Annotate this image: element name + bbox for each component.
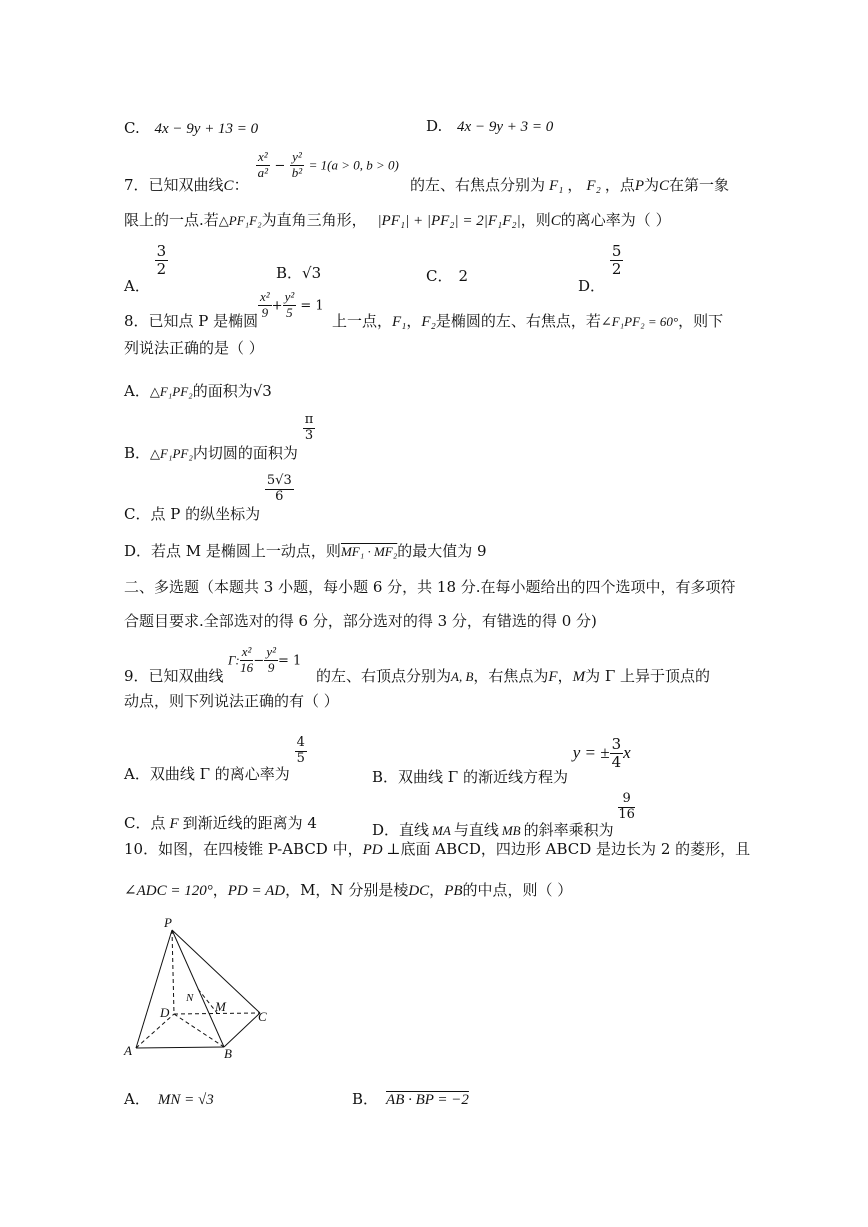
- q9-line1-rest: [316, 669, 710, 685]
- text: 到渐近线的距离为 4: [182, 814, 317, 832]
- q6-option-c: [124, 121, 258, 137]
- text: 的离心率为（ ）: [560, 211, 671, 229]
- q8-option-a: [124, 384, 272, 399]
- label-m: M: [215, 999, 226, 1014]
- label-c: C: [258, 1009, 267, 1024]
- fraction-y2-b2: $\frac{\text{y²}}{\text{b²}}$: [291, 149, 303, 180]
- condition: |PF₁| + |PF₂| = 2|F₁F₂|: [377, 213, 521, 229]
- label-a: A: [124, 1043, 132, 1058]
- question-number: 10．如图，在四棱锥 P-ABCD 中，: [124, 840, 363, 858]
- option-value: √3: [252, 382, 272, 400]
- vector-product: MF₁ · MF₂: [340, 544, 398, 559]
- option-d-fraction: $\frac{5}{2}$: [611, 242, 622, 279]
- q7-line1: [124, 178, 249, 194]
- text: 限上的一点.若: [124, 211, 219, 229]
- focus-f2: F₂: [421, 314, 436, 330]
- q9-line2: 动点，则下列说法正确的有（ ）: [124, 692, 339, 710]
- option-label: C．点 P 的纵坐标为: [124, 505, 261, 524]
- focus: F: [548, 669, 558, 685]
- hyperbola-condition: = 1(a > 0, b > 0): [308, 157, 399, 173]
- q8-option-d: [124, 544, 487, 559]
- q10-line1: [124, 842, 750, 858]
- q10-option-b: [352, 1092, 469, 1108]
- q9-option-b: B．双曲线 Γ 的渐近线方程为 y = ± $\frac{3}{4}$ x: [372, 735, 631, 786]
- text: ，右焦点为: [473, 667, 549, 685]
- q6-option-d: [426, 119, 553, 135]
- option-c-equation: 4x − 9y + 13 = 0: [154, 121, 259, 137]
- q9-line1: [124, 669, 224, 684]
- text: 内切圆的面积为: [192, 444, 298, 463]
- text: 的左、右焦点分别为: [410, 176, 546, 194]
- option-expression: AB · BP = −2: [386, 1092, 469, 1108]
- question-number: 9．已知双曲线: [124, 667, 224, 685]
- label-d: D: [160, 1005, 170, 1020]
- focus: F: [169, 816, 179, 832]
- text: 的面积为: [192, 382, 253, 400]
- text: 底面 ABCD，四边形 ABCD 是边长为 2 的菱形，且: [400, 840, 751, 858]
- option-a-fraction: $\frac{4}{5}$: [296, 735, 305, 766]
- q8-line1: [124, 314, 258, 329]
- perpendicular: PD ⊥: [362, 842, 401, 858]
- option-b-fraction: $\frac{\pi}{3}$: [304, 412, 314, 443]
- point-m: M: [572, 669, 586, 685]
- q7-option-b: [276, 266, 321, 281]
- option-value: √3: [302, 264, 322, 282]
- text: 为直角三角形，: [261, 211, 367, 229]
- option-label: A．双曲线 Γ 的离心率为: [124, 765, 290, 784]
- q9-option-d: D．直线 MA 与直线 MB 的斜率乘积为 $\frac{9}{16}$: [372, 791, 635, 840]
- q8-line1-rest: 上一点，F₁，F₂是椭圆的左、右焦点，若∠F₁PF₂ = 60°，则下: [332, 312, 724, 330]
- text: 的左、右顶点分别为: [316, 667, 452, 685]
- question-number: 8．已知点 P 是椭圆: [124, 312, 259, 330]
- option-label: B．: [276, 264, 303, 282]
- text: ，则: [520, 211, 551, 229]
- q7-line2: [124, 213, 671, 229]
- q10-line2: ∠ADC = 120°，PD = AD，M，N 分别是棱DC，PB的中点，则（ ）: [124, 881, 573, 899]
- point-p: P: [634, 178, 644, 194]
- option-b-fraction: $\frac{3}{4}$: [611, 735, 622, 772]
- triangle: △PF₁F₂: [218, 213, 262, 228]
- option-label: C．: [426, 267, 453, 285]
- focus-f1: F₁: [392, 314, 407, 330]
- text: 的最大值为 9: [397, 542, 487, 560]
- focus-f2: F₂: [586, 178, 601, 194]
- text: ，: [557, 667, 573, 685]
- edge-ab: [136, 1047, 224, 1048]
- option-label: D.: [426, 117, 443, 135]
- section-header-line1: 二、多选题（本题共 3 小题，每小题 6 分，共 18 分.在每小题给出的四个选项中，有多项符: [124, 578, 736, 596]
- option-label: A．: [124, 276, 150, 295]
- option-d-fraction: $\frac{9}{16}$: [618, 791, 635, 822]
- option-label: A．: [124, 1090, 150, 1108]
- vertices: A, B: [451, 669, 474, 684]
- text: 为: [644, 176, 660, 194]
- curve-symbol: C: [223, 178, 234, 194]
- triangle: △F₁PF₂: [150, 446, 193, 462]
- angle-condition: ∠F₁PF₂ = 60°: [600, 314, 679, 329]
- curve-symbol: C: [659, 178, 670, 194]
- q8-option-c: [124, 473, 294, 524]
- text: 在第一象: [669, 176, 730, 194]
- pyramid-figure: [118, 915, 288, 1065]
- option-expression: MN = √3: [157, 1092, 214, 1108]
- option-label: D．: [578, 276, 606, 295]
- q9-hyperbola-equation: Γ: $\frac{\text{x²}}{16}$ − $\frac{\text{y²}}{9}$ = 1: [228, 644, 302, 675]
- text: 上一点，: [332, 312, 393, 330]
- option-d-equation: 4x − 9y + 3 = 0: [457, 119, 554, 135]
- colon: ：: [233, 176, 249, 194]
- edge-pd: [172, 930, 174, 1014]
- label-b: B: [224, 1046, 232, 1061]
- angle-condition: ∠ADC = 120°: [124, 883, 213, 899]
- q10-option-a: [124, 1092, 214, 1108]
- q8-option-b: [124, 412, 315, 463]
- equal-sides: PD = AD: [227, 883, 286, 899]
- text: ，点: [604, 176, 635, 194]
- text: 是椭圆的左、右焦点，若: [435, 312, 601, 330]
- option-label: A．: [124, 382, 150, 400]
- question-number: 7．已知双曲线: [124, 176, 224, 194]
- text: ，则下: [678, 312, 724, 330]
- q7-line1-rest: 的左、右焦点分别为 F₁ ， F₂ ，点P为C在第一象: [410, 176, 730, 194]
- option-c-fraction: $\frac{5√3}{6}$: [266, 473, 292, 504]
- option-label: B．双曲线 Γ 的渐近线方程为: [372, 767, 568, 786]
- option-label: C.: [124, 119, 140, 137]
- q7-option-a: [124, 242, 168, 295]
- text: 为 Γ 上异于顶点的: [585, 667, 711, 685]
- option-a-fraction: $\frac{3}{2}$: [156, 242, 167, 279]
- option-label: B．: [124, 444, 151, 463]
- option-label: D．直线: [372, 821, 430, 840]
- edge-bc: [224, 1013, 260, 1047]
- curve-symbol: C: [550, 213, 561, 229]
- label-p: P: [164, 915, 172, 930]
- q7-hyperbola-equation: $\frac{\text{x²}}{\text{a²}}$ − $\frac{\text{y²}}{\text{b²}}$ = 1(a > 0, b > 0): [257, 149, 399, 180]
- label-n: N: [186, 992, 194, 1004]
- option-label: C．点: [124, 814, 166, 832]
- section-header-line2: 合题目要求.全部选对的得 6 分，部分选对的得 3 分，有错选的得 0 分): [124, 612, 597, 630]
- fraction-x2-a2: $\frac{\text{x²}}{\text{a²}}$: [257, 149, 269, 180]
- option-value: 2: [458, 267, 469, 285]
- triangle: △F₁PF₂: [149, 384, 193, 399]
- option-label: B．: [352, 1090, 379, 1108]
- option-label: D．若点 M 是椭圆上一动点，则: [124, 542, 341, 560]
- q8-line2: 列说法正确的是（ ）: [124, 339, 264, 357]
- q9-option-c: [124, 816, 317, 832]
- q8-ellipse-equation: $\frac{\text{x²}}{9}$ + $\frac{\text{y²}}{5}$ = 1: [260, 289, 324, 320]
- q7-option-c: [426, 269, 468, 284]
- focus-f1: F₁: [549, 178, 564, 194]
- edge-pa: [136, 930, 172, 1048]
- q9-option-a: [124, 735, 307, 784]
- q7-option-d: [578, 242, 623, 295]
